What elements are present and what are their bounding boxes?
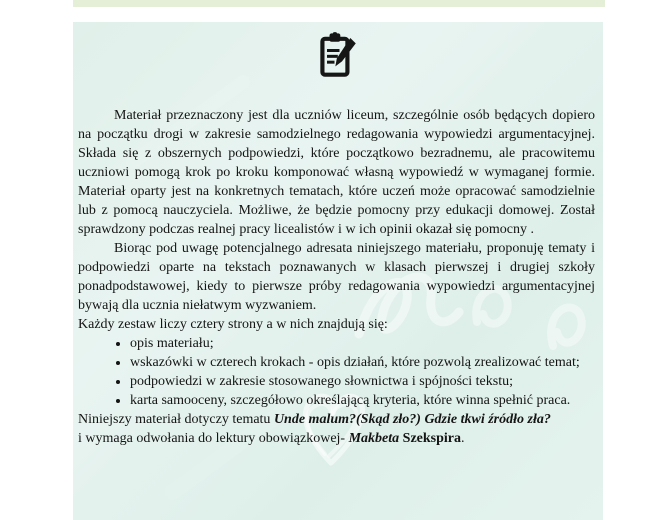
list-item: • podpowiedzi w zakresie stosowanego słownictwa i spójności tekstu; [130,372,595,391]
clipboard-edit-icon [317,32,357,79]
document-page [73,22,603,520]
closing-topic-text: Unde malum?(Skąd zło?) Gdzie tkwi źródło zła? [273,412,551,427]
list-item: • wskazówki w czterech krokach - opis działań, które pozwolą zrealizować temat; [130,353,595,372]
closing-line2-text: i wymaga odwołania do lektury obowiązkowej- [78,431,349,446]
contents-list [78,334,595,410]
top-strip [73,0,605,7]
audience-paragraph: Biorąc pod uwagę potencjalnego adresata niniejszego materiału, proponuję tematy i podpowiedzi oparte na tekstach poznawanych w klasach pierwszej i drugiej szkoły ponadpodstawowej, kiedy to pierwsze próby redagowania wypowiedzi argumentacyjnej bywają dla ucznia niełatwym wyzwaniem. [78,241,595,313]
closing-period: . [461,431,465,446]
author-text: Szekspira [402,431,461,446]
intro-paragraph: Materiał przeznaczony jest dla uczniów liceum, szczególnie osób będących dopiero na początku drogi w zakresie samodzielnego redagowania wypowiedzi argumentacyjnej. Składa się z obszernych podpowiedzi, które początkowo bezradnemu, ale pracowitemu uczniowi pomogą krok po kroku komponować własną wypowiedź w wymaganej formie. Materiał oparty jest na konkretnych tematach, które uczeń może opracować samodzielnie lub z pomocą nauczyciela. Możliwe, że będzie pomocny przy edukacji domowej. Został sprawdzony podczas realnej pracy licealistów i w ich opinii okazał się pomocny . [78,108,595,237]
list-item: • karta samooceny, szczegółowo określającą kryteria, które winna spełnić praca. [130,391,595,410]
list-intro: Każdy zestaw liczy cztery strony a w nich znajdują się: [78,317,388,332]
list-item: • opis materiału; [130,334,595,353]
closing-paragraph [78,410,595,448]
icon-row [78,32,595,80]
book-title-text: Makbeta [348,431,400,446]
document-content [78,32,595,448]
closing-intro-text: Niniejszy materiał dotyczy tematu [78,412,274,427]
